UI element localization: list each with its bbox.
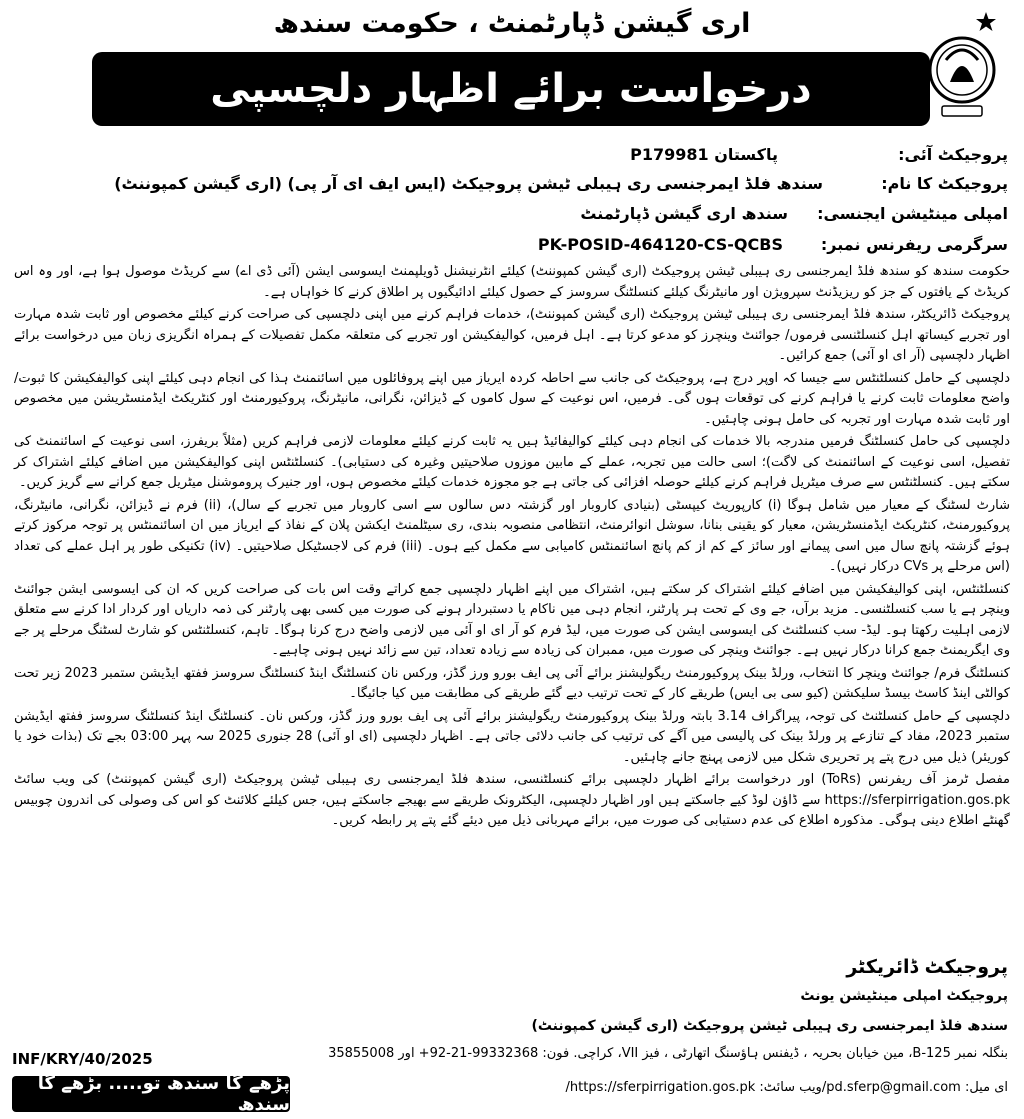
field-implementing-agency <box>16 204 1008 230</box>
paragraph-association: کنسلٹنٹس، اپنی کوالیفکیشن میں اضافے کیلئے اشتراک کر سکتے ہیں، اشتراک میں اپنے اظہار دلچسپی جمع کراتے وقت اس بات کی صراحت کریں کہ ان کی ایسوسی ایشن جوائنٹ وینچر ہے یا سب کنسلٹنسی۔ مزید برآں، جے وی کے تحت ہر پارٹنر، انجام دہی میں ناکام یا دستبردار ہونے کی صورت میں کسی بھی پارٹنر کی ذمہ داریاں اور کردار ادا کرنے سے متعلق لازمی اہلیت رکھتا ہو۔ لیڈ- سب کنسلٹنٹ کی ایسوسی ایشن کی صورت میں، لیڈ فرم کو آر ای او آئی میں لازمی واضح درج کرنا ہوگا۔ تاہم، کنسلٹنٹس کو شارٹ لسٹنگ مرحلے پر جے وی ایگریمنٹ جمع کرانا درکار نہیں ہے۔ جوائنٹ وینچر کی صورت میں، ممبران کی زیادہ سے زیادہ تعداد، تین سے زائد نہیں ہونی چاہیے۔ <box>14 581 1010 658</box>
banner-title: درخواست برائے اظہار دلچسپی <box>210 66 812 112</box>
paragraph-conflict-deadline: دلچسپی کے حامل کنسلٹنٹ کی توجہ، پیراگراف 3.14 بابتہ ورلڈ بینک پروکیورمنٹ ریگولیشنز برائے آئی پی ایف بورو ورز گڈز، ورکس نان۔ کنسلٹنگ اینڈ کنسلٹنگ سروسز ففتھ ایڈیشن ستمبر 2023، مفاد کے تنازعے پر ورلڈ بینک کی پالیسی میں آگے کی ترتیب کی جانب دلائی جاتی ہے۔ اظہار دلچسپی (ای او آئی) 28 جنوری 2025 سہ پہر 03:00 بجے تک (بذات خود یا کوریئر) ذیل میں درج پتے پر تحریری شکل میں لازمی پہنچ جانے چاہئیں۔ <box>14 708 1011 765</box>
field-value: سندھ فلڈ ایمرجنسی ری ہیبلی ٹیشن پروجیکٹ (ایس ایف ای آر پی) (اری گیشن کمپوننٹ) <box>114 174 823 193</box>
department-title: اری گیشن ڈپارٹمنٹ ، حکومت سندھ <box>273 8 751 39</box>
field-value: پاکستان P179981 <box>630 145 778 164</box>
field-project-name <box>16 174 1008 200</box>
banner-title-box <box>92 52 930 126</box>
field-label: پروجیکٹ کا نام: <box>881 174 1008 193</box>
paragraph-invitation: پروجیکٹ ڈائریکٹر، سندھ فلڈ ایمرجنسی ری ہیبلی ٹیشن پروجیکٹ (اری گیشن کمپوننٹ)، خدمات فراہم کرنے میں اپنی دلچسپی کی صراحت کرنے کیلئے مخصوص اور ثابت شدہ مہارت اور تجربے کیساتھ اہل کنسلٹنسی فرموں/ جوائنٹ وینچرز کو مدعو کرتا ہے۔ اہل فرمیں، کوالیفکیشن اور تجربے کی متعلقہ مکمل تفصیلات کے ہمراہ انگریزی زبان میں درخواست برائے اظہار دلچسپی (آر ای او آئی) جمع کرائیں۔ <box>14 307 1010 363</box>
field-label: امپلی مینٹیشن ایجنسی: <box>817 204 1008 223</box>
paragraph-tors-download: مفصل ٹرمز آف ریفرنس (ToRs) اور درخواست برائے اظہار دلچسپی برائے کنسلٹنسی، سندھ فلڈ ایمرجنسی ری ہیبلی ٹیشن پروجیکٹ (اری گیشن کمپوننٹ) کی ویب سائٹ https://sferpirrigation.gos.pk سے ڈاؤن لوڈ کیے جاسکتے ہیں اور اظہار دلچسپی، الیکٹرونک طریقے سے بھیجے جاسکتے ہیں، جس کیلئے کلائنٹ کو اس کی وصولی کی اندرون چوبیس گھنٹے اطلاع دینی ہوگی۔ مذکورہ اطلاع کی عدم دستیابی کی صورت میں، برائے مہربانی ذیل میں دیئے گئے پتے پر رابطہ کریں۔ <box>14 772 1010 828</box>
sindh-government-emblem <box>922 10 1002 122</box>
slogan-text: پڑھے گا سندھ تو..... بڑھے گا سندھ <box>37 1073 290 1115</box>
reference-code: INF/KRY/40/2025 <box>12 1050 153 1068</box>
field-value: سندھ اری گیشن ڈپارٹمنٹ <box>580 204 788 223</box>
paragraph-credit: حکومت سندھ کو سندھ فلڈ ایمرجنسی ری ہیبلی ٹیشن پروجیکٹ (اری گیشن کمپوننٹ) کیلئے انٹرنیشنل ڈویلپمنٹ ایسوسی ایشن (آئی ڈی اے) سے کریڈٹ موصول ہوا ہے، اور وہ اس کریڈٹ کے یافتوں کے جز کو ریزیڈنٹ سپرویژن اور مانیٹرنگ کیلئے کنسلٹنگ سروسز کے حصول کیلئے ادائیگیوں پر اطلاق کرنے کا خواہاں ہے۔ <box>14 264 1010 300</box>
field-label: پروجیکٹ آئی: <box>898 145 1008 164</box>
paragraph-information: دلچسپی کی حامل کنسلٹنگ فرمیں مندرجہ بالا خدمات کی انجام دہی کیلئے کوالیفائیڈ ہیں یہ ثابت کرنے کیلئے معلومات لازمی فراہم کریں (مثلاً بریفرز، اسی نوعیت کے اسائنمنٹ کی تفصیل، اسی نوعیت کے اسائنمنٹ کی لاگت)؛ اسی حالت میں تجربہ، عملے کے مابین موزوں صلاحیتیں وغیرہ کی دستیابی)۔ کنسلٹنٹس اپنی کوالیفکیشن میں اضافے کیلئے اشتراک کر سکتے ہیں۔ کنسلٹنٹس سے صرف میٹریل فراہم کرنے کیلئے حوصلہ افزائی کی جاتی ہے جو مجوزہ خدمات کیلئے مخصوص ہوں، اور جنیرک پروموشنل میٹریل جمع کرانے سے گریز کریں۔ <box>14 434 1010 490</box>
field-value: PK-POSID-464120-CS-QCBS <box>537 235 783 254</box>
signature-unit: پروجیکٹ امپلی مینٹیشن یونٹ <box>800 988 1008 1004</box>
field-project-id <box>16 145 1008 171</box>
address: بنگلہ نمبر B-125، مین خیابان بحریہ ، ڈیفنس ہاؤسنگ اتھارٹی ، فیز VII، کراچی. فون: 99332368-21-92+ اور 35855008 <box>328 1046 1008 1061</box>
paragraph-shortlisting: شارٹ لسٹنگ کے معیار میں شامل ہوگا (i) کارپوریٹ کیپسٹی (بنیادی کاروبار اور گزشتہ دس سالوں سے اسی کاروبار میں تجربے کے سال)، (ii) فرم نے ڈیزائن، نگرانی، مانیٹرنگ، پروکیورمنٹ، کنٹریکٹ ایڈمنسٹریشن، معیار کو یقینی بنانا، سوشل انوائرمنٹ، انتظامی منصوبہ بندی، ری سیٹلمنٹ ایکشن پلان کے نفاذ کے ایریاز میں ان اسائنمنٹس پر توجہ مرکوز کرتے ہوئے گزشتہ پانچ سال میں اسی پیمانے اور سائز کے کم از کم پانچ اسائنمنٹس کامیابی سے مکمل کیے ہوں۔ (iii) فرم کی لاجسٹیکل صلاحیتیں۔ (iv) تکنیکی طور پر اہل عملے کی تعداد (اس مرحلے پر CVs درکار نہیں)۔ <box>14 497 1010 574</box>
contact-info: ای میل: pd.sferp@gmail.com/ویب سائٹ: https://sferpirrigation.gos.pk/ <box>565 1080 1008 1095</box>
signature-title: پروجیکٹ ڈائریکٹر <box>846 956 1008 978</box>
slogan-box <box>12 1073 290 1115</box>
body-text <box>14 262 1010 834</box>
paragraph-qualifications: دلچسپی کے حامل کنسلٹنٹس سے جیسا کہ اوپر درج ہے، پروجیکٹ کی جانب سے احاطہ کردہ ایریاز میں اپنے پروفائلوں میں اسائنمنٹ ہذا کی انجام دہی کیلئے اپنی کوالیفکیشن کا ثبوت/ واضح معلومات ثابت کرنے یا فراہم کرنے کی توقعات ہوں گی۔ فرمیں، اس نوعیت کے سول کاموں کے ڈیزائن، نگرانی، مانیٹرنگ، پروکیورمنٹ اور کنٹریکٹ ایڈمنسٹریشن میں مخصوص اور ثابت شدہ مہارت اور تجربہ کی حامل ہونی چاہئیں۔ <box>14 370 1010 427</box>
field-label: سرگرمی ریفرنس نمبر: <box>820 235 1008 254</box>
field-reference-number <box>16 235 1008 261</box>
paragraph-selection: کنسلٹنگ فرم/ جوائنٹ وینچر کا انتخاب، ورلڈ بینک پروکیورمنٹ ریگولیشنز برائے آئی پی ایف بورو ورز گڈز، ورکس نان کنسلٹنگ اینڈ کنسلٹنگ سروسز ففتھ ایڈیشن ستمبر 2023 زیر تحت کوالٹی اینڈ کاسٹ بیسڈ سلیکشن (کیو سی بی ایس) طریقے کار کے تحت ترتیب دیے گئے طریقے کی مطابقت میں کیا جائیگا۔ <box>14 665 1010 701</box>
signature-project: سندھ فلڈ ایمرجنسی ری ہیبلی ٹیشن پروجیکٹ (اری گیشن کمپوننٹ) <box>531 1018 1008 1034</box>
